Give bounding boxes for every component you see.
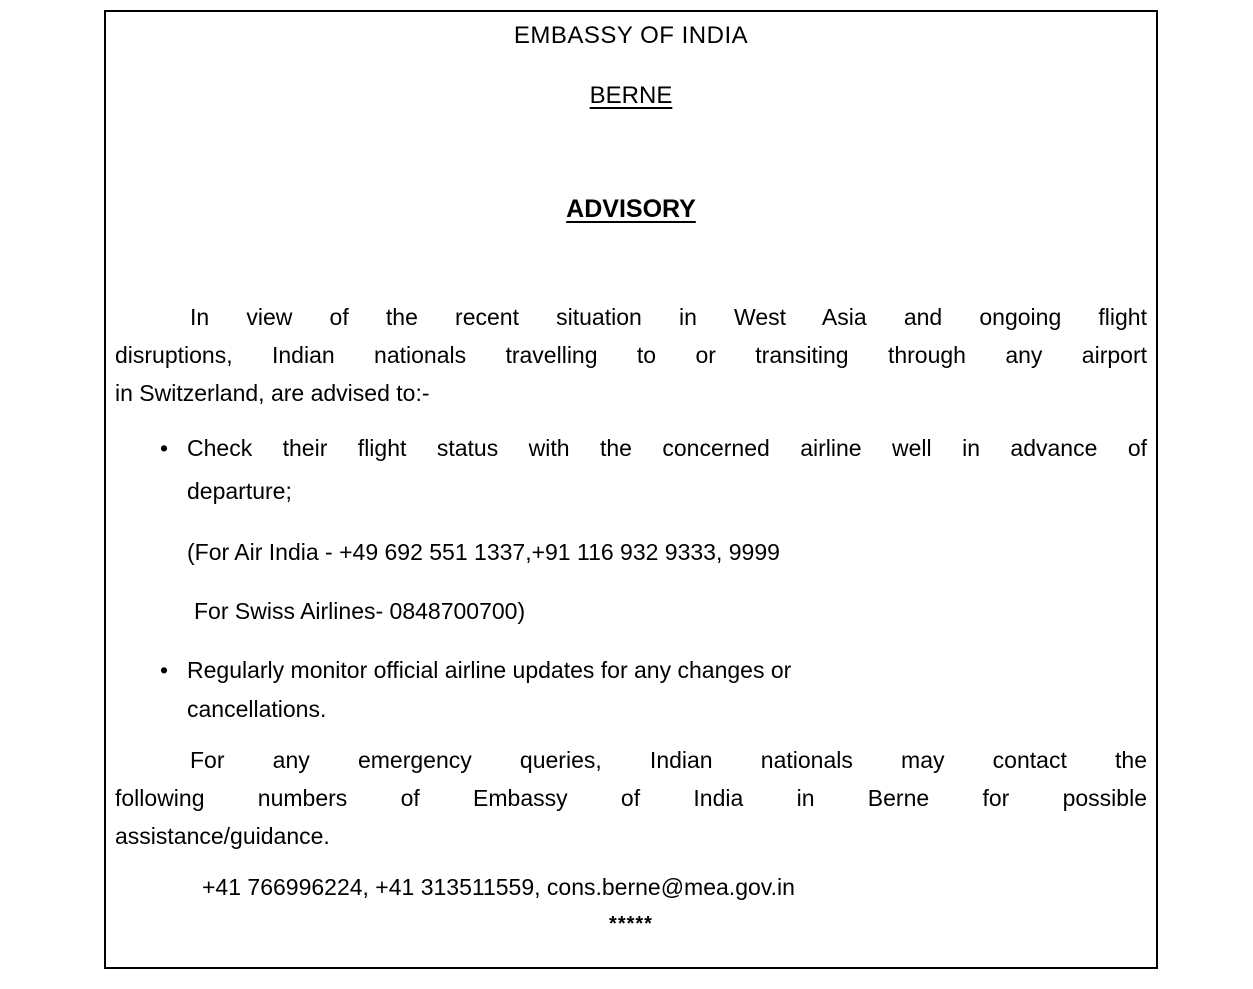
bullet-text xyxy=(187,651,1147,729)
advisory-title-text: ADVISORY xyxy=(566,195,696,223)
city-heading-text: BERNE xyxy=(589,82,673,109)
bullet-icon: • xyxy=(160,435,169,461)
intro-line: disruptions, Indian nationals travelling to or transiting through any airport xyxy=(115,342,1147,368)
bullet-line: cancellations. xyxy=(187,696,327,722)
emergency-paragraph xyxy=(115,741,1147,855)
advisory-title xyxy=(115,192,1147,226)
footer-stars: ***** xyxy=(609,913,653,935)
emergency-line: following numbers of Embassy of India in Berne for possible xyxy=(115,785,1147,811)
bullet-icon: • xyxy=(160,657,169,683)
bullet-item-flight-status xyxy=(115,427,1147,513)
airline-contact-note-air-india: (For Air India - +49 692 551 1337,+91 116 932 9333, 9999 xyxy=(187,539,780,565)
bullet-text xyxy=(187,427,1147,513)
emergency-line: assistance/guidance. xyxy=(115,823,330,849)
emergency-line: For any emergency queries, Indian nationals may contact the xyxy=(190,747,1147,773)
bullet-line: Regularly monitor official airline updates for any changes or xyxy=(187,657,792,683)
airline-contact-note-swiss: For Swiss Airlines- 0848700700) xyxy=(194,598,526,624)
embassy-heading: EMBASSY OF INDIA xyxy=(513,22,749,49)
bullet-item-monitor-updates xyxy=(115,651,1147,729)
intro-paragraph xyxy=(115,298,1147,412)
intro-line: In view of the recent situation in West Asia and ongoing flight xyxy=(190,304,1147,330)
document-frame xyxy=(104,10,1158,969)
bullet-line: Check their flight status with the concerned airline well in advance of xyxy=(187,435,1147,461)
contact-numbers-line: +41 766996224, +41 313511559, cons.berne@mea.gov.in xyxy=(202,874,795,900)
intro-line: in Switzerland, are advised to:- xyxy=(115,380,430,406)
bullet-line: departure; xyxy=(187,478,292,504)
city-heading xyxy=(115,80,1147,112)
